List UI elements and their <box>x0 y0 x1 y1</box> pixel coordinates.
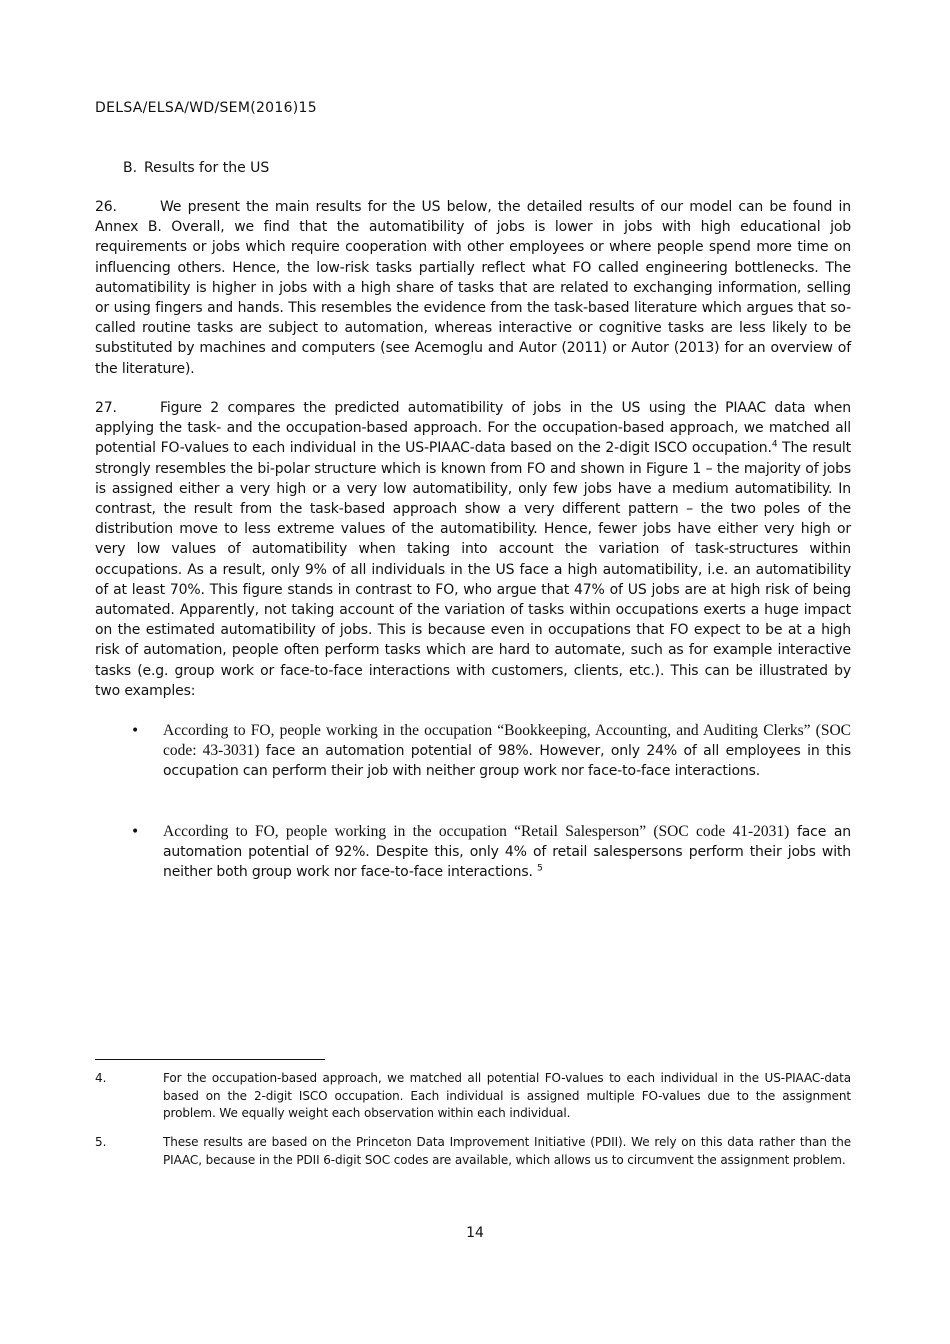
footnote-ref-4[interactable]: 4 <box>771 439 778 450</box>
document-code: DELSA/ELSA/WD/SEM(2016)15 <box>95 100 317 116</box>
footnote-divider <box>95 1059 325 1060</box>
paragraph-27 <box>95 398 851 701</box>
paragraph-number: 26. <box>95 199 117 215</box>
bullet-lead-text: According to FO, people working in the occupation “Bookkeeping, Accounting, and Auditing Clerks” (SOC code: 43-3031) <box>163 722 851 760</box>
bullet-text: face an automation potential of 92%. Despite this, only 4% of retail salespersons perform their jobs with neither both group work nor face-to-face interactions. <box>163 824 851 881</box>
list-item <box>95 822 851 883</box>
paragraph-text: Figure 2 compares the predicted automatibility of jobs in the US using the PIAAC data when applying the task- and the occupation-based approach. For the occupation-based approach, we matched all potential FO-values to each individual in the US-PIAAC-data based on the 2-digit ISCO occupation. <box>95 400 851 457</box>
paragraph-26 <box>95 197 851 379</box>
footnote-5 <box>95 1134 851 1169</box>
footnote-ref-5[interactable]: 5 <box>537 863 543 874</box>
footnote-text: For the occupation-based approach, we matched all potential FO-values to each individual in the US-PIAAC-data based on the 2-digit ISCO occupation. Each individual is assigned multiple FO-values due to the assignment problem. We equally weight each observation within each individual. <box>163 1071 851 1120</box>
bullet-lead-text: According to FO, people working in the occupation “Retail Salesperson” (SOC code 41-2031) <box>163 823 790 840</box>
section-title: B. Results for the US <box>123 160 270 176</box>
paragraph-number: 27. <box>95 400 117 416</box>
footnote-number: 4. <box>95 1071 107 1085</box>
list-item <box>95 721 851 782</box>
footnote-text: These results are based on the Princeton Data Improvement Initiative (PDII). We rely on this data rather than the PIAAC, because in the PDII 6-digit SOC codes are available, which allows us to circumvent the assignment problem. <box>163 1135 851 1167</box>
paragraph-text: We present the main results for the US below, the detailed results of our model can be found in Annex B. Overall, we find that the automatibility of jobs is lower in jobs with high educational job requirements or jobs which require cooperation with other employees or where people spend more time on influencing others. Hence, the low-risk tasks partially reflect what FO called engineering bottlenecks. The automatibility is higher in jobs with a high share of tasks that are related to exchanging information, selling or using fingers and hands. This resembles the evidence from the task-based literature which argues that so-called routine tasks are subject to automation, whereas interactive or cognitive tasks are less likely to be substituted by machines and computers (see Acemoglu and Autor (2011) or Autor (2013) for an overview of the literature). <box>95 199 851 377</box>
bullet-icon: • <box>131 824 140 840</box>
footnote-number: 5. <box>95 1135 107 1149</box>
bullet-text: face an automation potential of 98%. However, only 24% of all employees in this occupation can perform their job with neither group work nor face-to-face interactions. <box>163 743 851 780</box>
page-number: 14 <box>466 1225 484 1241</box>
footnote-4 <box>95 1070 851 1123</box>
paragraph-text-continued: The result strongly resembles the bi-polar structure which is known from FO and shown in Figure 1 – the majority of jobs is assigned either a very high or a very low automatibility, only few jobs have a medium automatibility. In contrast, the result from the task-based approach show a very different pattern – the two poles of the distribution move to less extreme values of the automatibility. Hence, fewer jobs have either very high or very low values of automatibility when taking into account the variation of task-structures within occupations. As a result, only 9% of all individuals in the US face a high automatibility, i.e. an automatibility of at least 70%. This figure stands in contrast to FO, who argue that 47% of US jobs are at high risk of being automated. Apparently, not taking account of the variation of tasks within occupations exerts a huge impact on the estimated automatibility of jobs. This is because even in occupations that FO expect to be at a high risk of automation, people often perform tasks which are hard to automate, such as for example interactive tasks (e.g. group work or face-to-face interactions with customers, clients, etc.). This can be illustrated by two examples: <box>95 440 851 699</box>
bullet-icon: • <box>131 723 140 739</box>
